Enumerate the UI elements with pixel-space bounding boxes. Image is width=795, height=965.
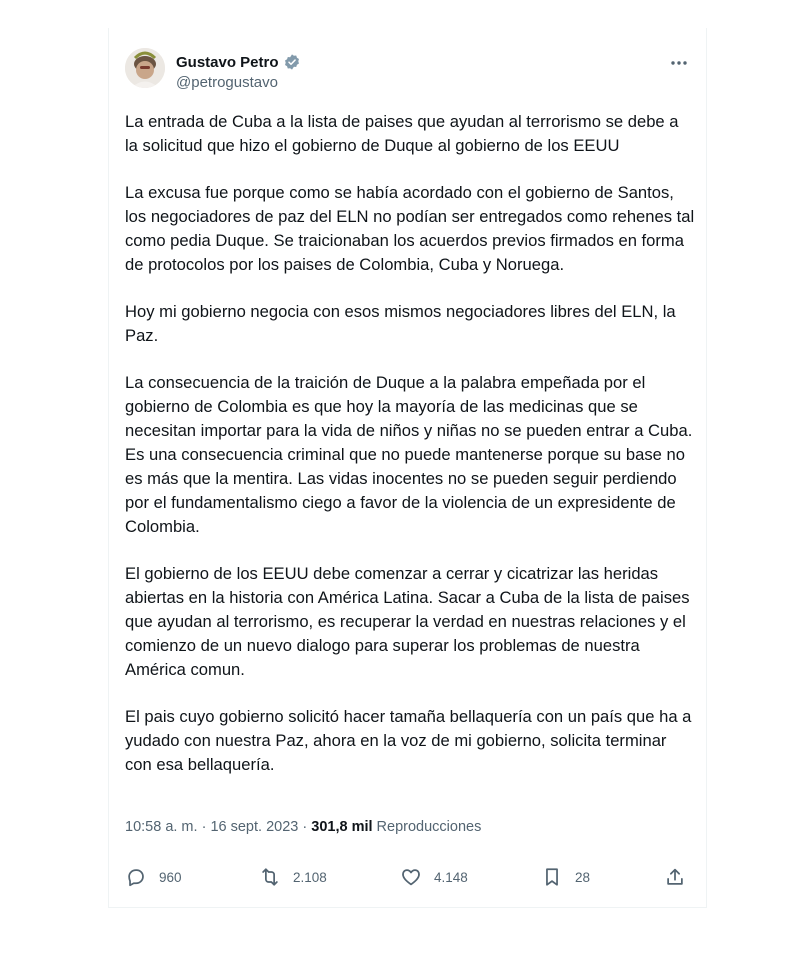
meta-separator: · — [201, 819, 207, 835]
reply-icon — [125, 866, 147, 888]
more-options-button[interactable] — [668, 52, 690, 74]
tweet-paragraph: La consecuencia de la traición de Duque a la palabra empeñada por el gobierno de Colombia es que hoy la mayoría de las medicinas que se necesitan importar para la vida de niños y niñas no se pueden entrar a Cuba. Es una consecuencia criminal que no puede mantenerse porque su base no es más que la mentira. Las vidas inocentes no se pueden seguir perdiendo por el fundamentalismo ciego a favor de la violencia de un expresidente de Colombia. — [125, 373, 693, 536]
bookmark-count: 28 — [575, 869, 591, 885]
tweet-paragraph: La excusa fue porque como se había acordado con el gobierno de Santos, los negociadores de paz del ELN no podían ser entregados como rehenes tal como pedia Duque. Se traicionaban los acuerdos previos firmados en forma de protocolos por los paises de Colombia, Cuba y Noruega. — [125, 183, 695, 274]
views-label: Reproducciones — [376, 819, 482, 835]
retweet-button[interactable] — [259, 866, 327, 888]
bookmark-icon — [541, 866, 563, 888]
tweet-meta — [125, 819, 481, 835]
tweet-card — [108, 28, 707, 908]
avatar[interactable] — [125, 48, 165, 88]
avatar-image — [125, 48, 165, 88]
share-icon — [664, 866, 686, 888]
views-count: 301,8 mil — [311, 819, 373, 835]
author-name-text: Gustavo Petro — [176, 53, 279, 71]
tweet-paragraph: El gobierno de los EEUU debe comenzar a cerrar y cicatrizar las heridas abiertas en la historia con América Latina. Sacar a Cuba de la lista de paises que ayudan al terrorismo, es recuperar la verdad en nuestras relaciones y el comienzo de un nuevo dialogo para superar los problemas de nuestra América comun. — [125, 564, 690, 679]
meta-separator: · — [302, 819, 308, 835]
verified-badge-icon[interactable] — [283, 53, 301, 71]
tweet-paragraph: La entrada de Cuba a la lista de paises que ayudan al terrorismo se debe a la solicitud que hizo el gobierno de Duque al gobierno de los EEUU — [125, 112, 679, 155]
author-handle[interactable]: @petrogustavo — [176, 74, 278, 91]
tweet-time[interactable]: 10:58 a. m. — [125, 819, 198, 835]
reply-button[interactable] — [125, 866, 182, 888]
bookmark-button[interactable] — [541, 866, 590, 888]
retweet-count: 2.108 — [293, 869, 327, 885]
like-button[interactable] — [400, 866, 468, 888]
tweet-paragraph: El pais cuyo gobierno solicitó hacer tamaña bellaquería con un país que ha a yudado con nuestra Paz, ahora en la voz de mi gobierno, solicita terminar con esa bellaquería. — [125, 707, 692, 774]
tweet-text — [125, 110, 695, 800]
tweet-paragraph: Hoy mi gobierno negocia con esos mismos negociadores libres del ELN, la Paz. — [125, 302, 676, 345]
more-dots-icon — [669, 53, 689, 73]
retweet-icon — [259, 866, 281, 888]
like-count: 4.148 — [434, 869, 468, 885]
author-name[interactable] — [176, 53, 301, 71]
reply-count: 960 — [159, 869, 182, 885]
tweet-date[interactable]: 16 sept. 2023 — [210, 819, 299, 835]
action-bar — [125, 866, 692, 894]
share-button[interactable] — [664, 866, 698, 888]
heart-icon — [400, 866, 422, 888]
